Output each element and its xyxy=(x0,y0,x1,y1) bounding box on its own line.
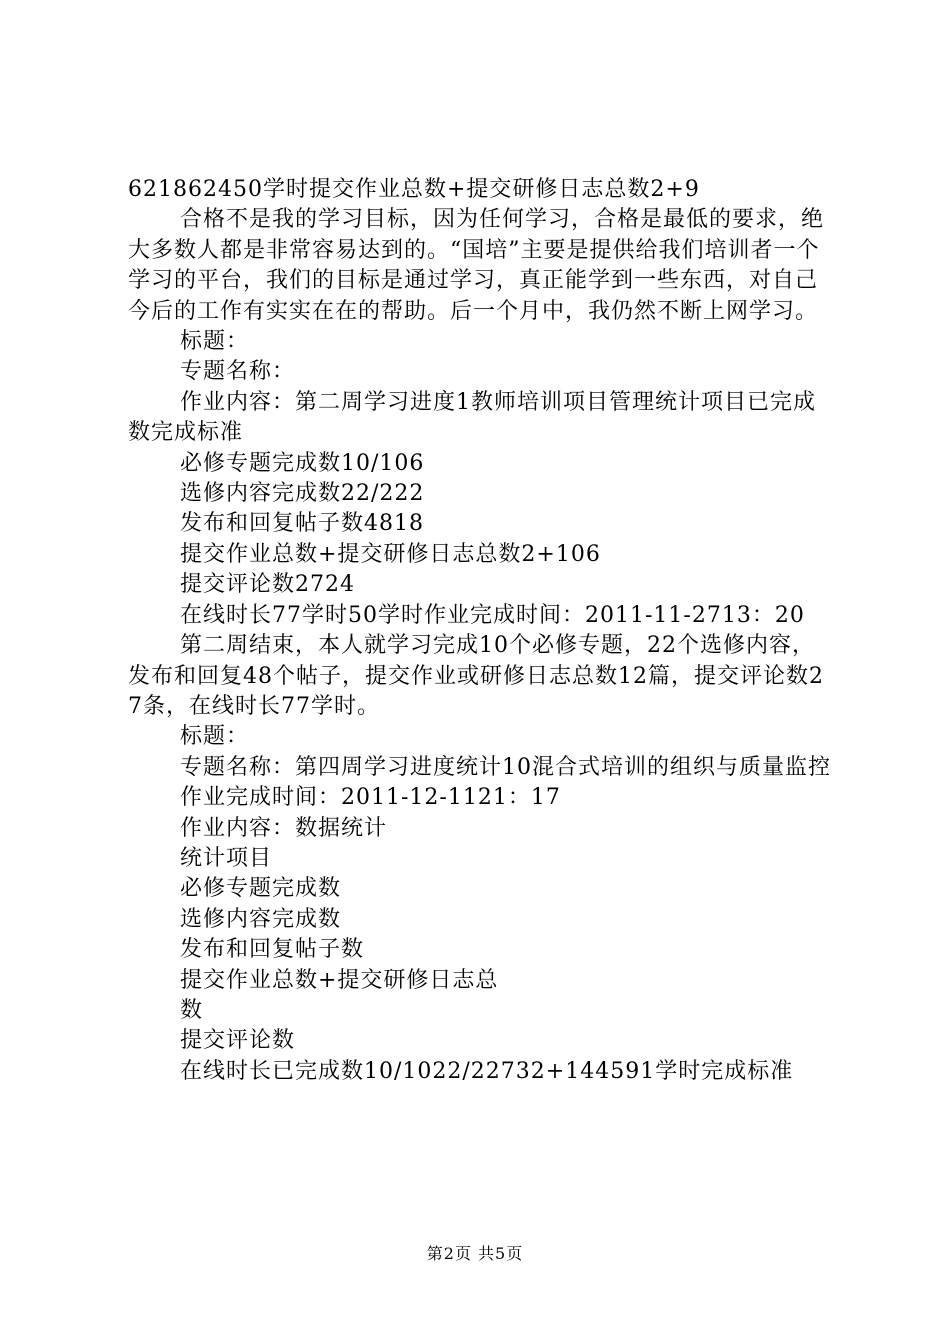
text-line-required: 必修专题完成数10/106 xyxy=(180,450,425,476)
text-line-posts: 发布和回复帖子数4818 xyxy=(180,511,424,537)
text-line-posts-2: 发布和回复帖子数 xyxy=(180,937,365,963)
text-line-title-1: 标题： xyxy=(180,329,250,355)
text-line-submissions-2-cont: 数 xyxy=(180,997,204,1023)
text-line-stat-item: 统计项目 xyxy=(180,845,273,871)
text-line-online-time: 在线时长77学时50学时作业完成时间：2011-11-2713：20 xyxy=(180,602,805,628)
text-line-completion-time: 作业完成时间：2011-12-1121：17 xyxy=(180,785,561,811)
text-line-elective-2: 选修内容完成数 xyxy=(180,906,342,932)
text-line-submissions: 提交作业总数+提交研修日志总数2+106 xyxy=(180,541,601,567)
text-line-comments-2: 提交评论数 xyxy=(180,1028,296,1054)
text-line-required-2: 必修专题完成数 xyxy=(180,876,342,902)
text-line-topic-2: 专题名称：第四周学习进度统计10混合式培训的组织与质量监控 xyxy=(180,754,831,780)
text-line-assignment-2: 作业内容：数据统计 xyxy=(180,815,388,841)
text-line-elective: 选修内容完成数22/222 xyxy=(180,481,425,507)
text-line-comments: 提交评论数2724 xyxy=(180,572,355,598)
text-line-assignment-1: 作业内容：第二周学习进度1教师培训项目管理统计项目已完成数完成标准 xyxy=(128,389,816,446)
document-body xyxy=(128,175,833,1087)
text-line-online-time-2: 在线时长已完成数10/1022/22732+144591学时完成标准 xyxy=(180,1058,794,1084)
page-number-label: 第2页 共5页 xyxy=(426,1244,524,1263)
text-line-topic-1: 专题名称： xyxy=(180,359,296,385)
page-footer xyxy=(0,1244,950,1264)
text-paragraph-week2-summary: 第二周结束，本人就学习完成10个必修专题，22个选修内容，发布和回复48个帖子，提交作业或研修日志总数12篇，提交评论数27条，在线时长77学时。 xyxy=(128,633,824,719)
text-line-title-2: 标题： xyxy=(180,724,250,750)
text-line-1: 621862450学时提交作业总数+提交研修日志总数2+9 xyxy=(128,177,700,202)
text-line-submissions-2: 提交作业总数+提交研修日志总 xyxy=(180,967,499,993)
text-paragraph-intro: 合格不是我的学习目标，因为任何学习，合格是最低的要求，绝大多数人都是非常容易达到的。“国培”主要是提供给我们培训者一个学习的平台，我们的目标是通过学习，真正能学到一些东西，对自己今后的工作有实实在在的帮助。后一个月中，我仍然不断上网学习。 xyxy=(128,207,825,324)
